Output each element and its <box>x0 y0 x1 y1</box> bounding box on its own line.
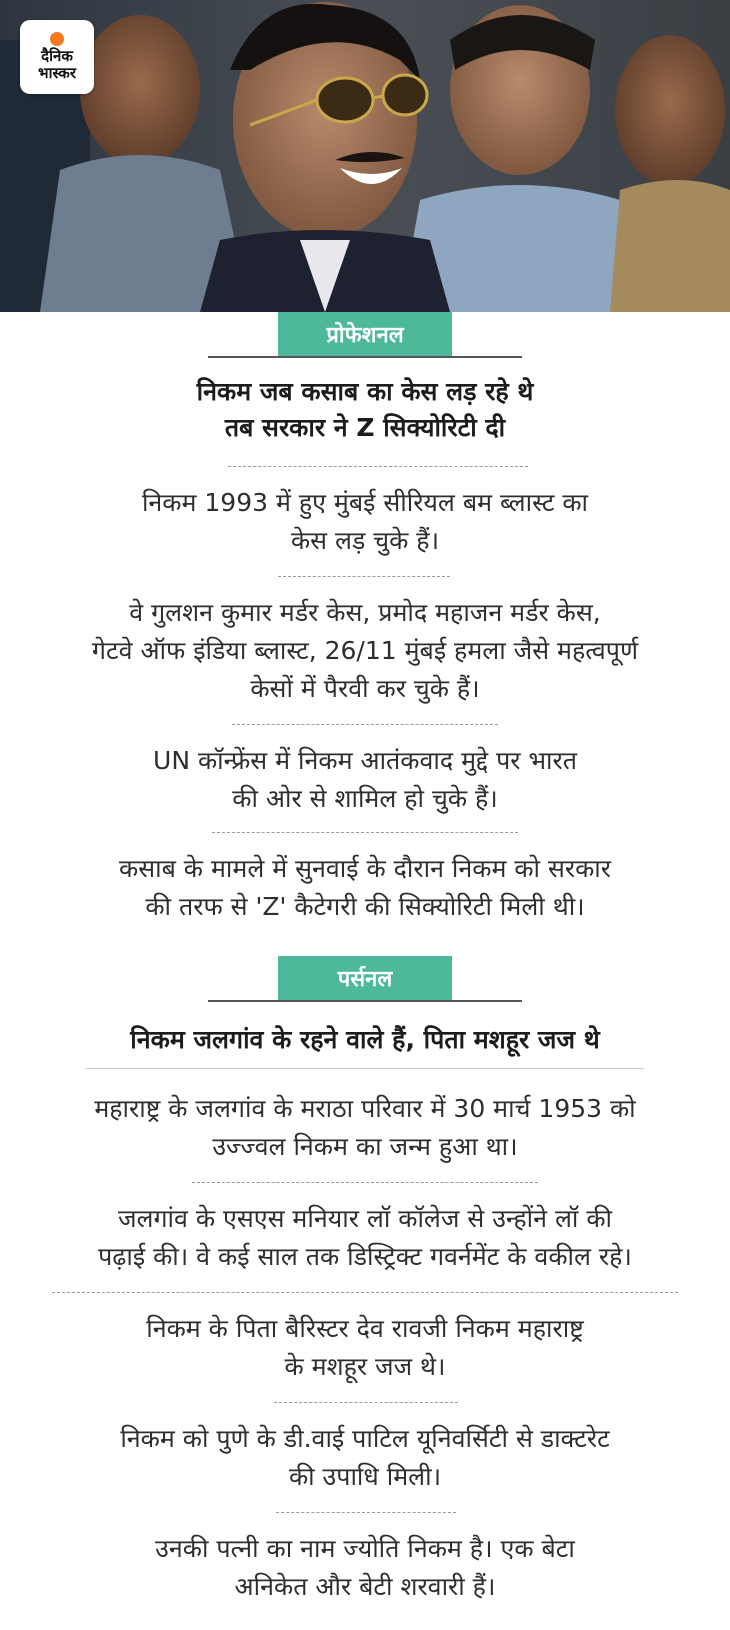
divider <box>278 576 450 577</box>
logo-line1: दैनिक <box>41 47 73 65</box>
text-line: अनिकेत और बेटी शरवारी हैं। <box>234 1572 496 1601</box>
divider <box>86 1068 644 1069</box>
professional-headline <box>0 374 730 446</box>
text-line: निकम के पिता बैरिस्टर देव रावजी निकम महाराष्ट्र <box>146 1314 584 1343</box>
professional-point <box>30 742 700 818</box>
section-header-professional <box>0 312 730 360</box>
divider <box>276 1512 456 1513</box>
text-line: निकम 1993 में हुए मुंबई सीरियल बम ब्लास्ट का <box>141 488 589 517</box>
section-tag-professional: प्रोफेशनल <box>278 312 452 356</box>
brand-logo[interactable] <box>20 20 94 94</box>
divider <box>52 1292 678 1293</box>
personal-point <box>30 1090 700 1166</box>
personal-headline: निकम जलगांव के रहने वाले हैं, पिता मशहूर जज थे <box>130 1025 600 1054</box>
text-line: वे गुलशन कुमार मर्डर केस, प्रमोद महाजन मर्डर केस, <box>129 598 601 627</box>
professional-point <box>30 594 700 708</box>
text-line: की ओर से शामिल हो चुके हैं। <box>232 784 498 813</box>
professional-point <box>30 484 700 560</box>
personal-point <box>30 1200 700 1276</box>
text-line: कसाब के मामले में सुनवाई के दौरान निकम को सरकार <box>119 854 611 883</box>
text-line: केस लड़ चुके हैं। <box>290 526 440 555</box>
section-rule <box>208 356 522 358</box>
text-line: उनकी पत्नी का नाम ज्योति निकम है। एक बेटा <box>155 1534 575 1563</box>
text-line: UN कॉन्फ्रेंस में निकम आतंकवाद मुद्दे पर भारत <box>153 746 577 775</box>
divider <box>232 724 498 725</box>
text-line: के मशहूर जज थे। <box>284 1352 446 1381</box>
personal-point <box>30 1310 700 1386</box>
text-line: निकम को पुणे के डी.वाई पाटिल यूनिवर्सिटी से डाक्टरेट <box>120 1424 610 1453</box>
headline-line: तब सरकार ने Z सिक्योरिटी दी <box>224 413 506 442</box>
professional-point <box>30 850 700 926</box>
text-line: गेटवे ऑफ इंडिया ब्लास्ट, 26/11 मुंबई हमला जैसे महत्वपूर्ण <box>91 636 639 665</box>
divider <box>192 1182 538 1183</box>
logo-line2: भास्कर <box>38 64 76 82</box>
text-line: पढ़ाई की। वे कई साल तक डिस्ट्रिक्ट गवर्नमेंट के वकील रहे। <box>98 1242 632 1271</box>
text-line: जलगांव के एसएस मनियार लॉ कॉलेज से उन्होंने लॉ की <box>117 1204 613 1233</box>
text-line: केसों में पैरवी कर चुके हैं। <box>250 674 480 703</box>
divider <box>228 466 528 467</box>
divider <box>274 1402 458 1403</box>
sun-icon <box>50 32 64 46</box>
text-line: की तरफ से 'Z' कैटेगरी की सिक्योरिटी मिली थी। <box>145 892 585 921</box>
section-header-personal <box>0 956 730 1004</box>
divider <box>212 832 518 833</box>
text-line: उज्ज्वल निकम का जन्म हुआ था। <box>212 1132 518 1161</box>
text-line: की उपाधि मिली। <box>288 1462 442 1491</box>
text-line: महाराष्ट्र के जलगांव के मराठा परिवार में 30 मार्च 1953 को <box>94 1094 636 1123</box>
section-tag-personal: पर्सनल <box>278 956 452 1000</box>
hero-photo <box>0 0 730 312</box>
section-rule <box>208 1000 522 1002</box>
personal-point <box>30 1530 700 1606</box>
headline-line: निकम जब कसाब का केस लड़ रहे थे <box>196 377 534 406</box>
hero-illustration <box>0 0 730 312</box>
personal-point <box>30 1420 700 1496</box>
